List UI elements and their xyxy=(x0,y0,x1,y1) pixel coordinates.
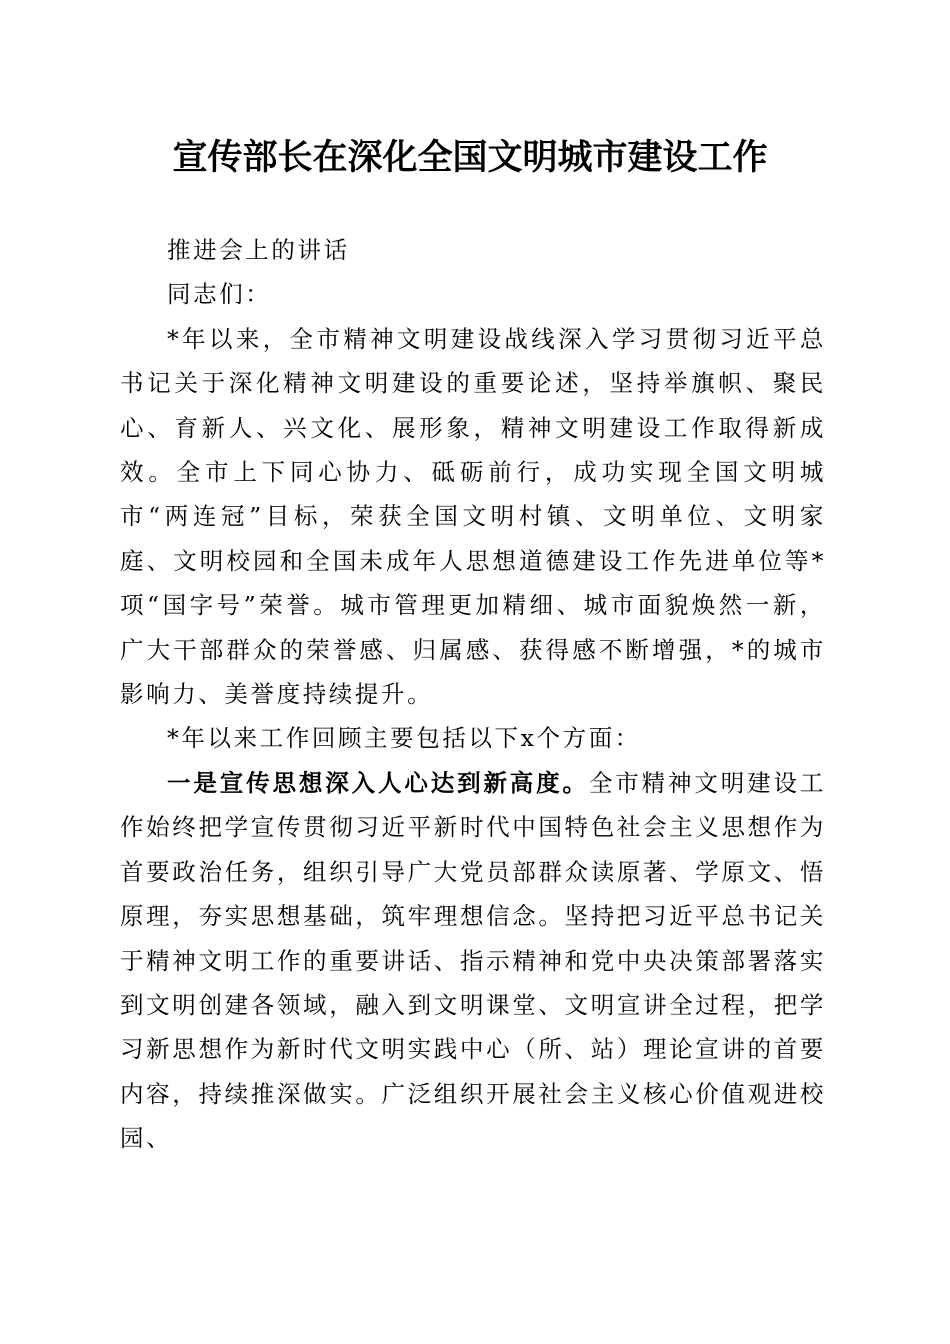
paragraph-first-point-body: 全市精神文明建设工作始终把学宣传贯彻习近平新时代中国特色社会主义思想作为首要政治任务，组织引导广大党员部群众读原著、学原文、悟原理，夯实思想基础，筑牢理想信念。坚持把习近平总书记关于精神文明工作的重要讲话、指示精神和党中央决策部署落实到文明创建各领域，融入到文明课堂、文明宣讲全过程，把学习新思想作为新时代文明实践中心（所、站）理论宣讲的首要内容，持续推深做实。广泛组织开展社会主义核心价值观进校园、 xyxy=(120,768,826,1153)
document-title: 宣传部长在深化全国文明城市建设工作 xyxy=(172,137,768,178)
subtitle-line: 推进会上的讲话 xyxy=(167,236,350,264)
paragraph-intro: *年以来，全市精神文明建设战线深入学习贯彻习近平总书记关于深化精神文明建设的重要论述，坚持举旗帜、聚民心、育新人、兴文化、展形象，精神文明建设工作取得新成效。全市上下同心协力、砥砺前行，成功实现全国文明城市“两连冠”目标，荣获全国文明村镇、文明单位、文明家庭、文明校园和全国未成年人思想道德建设工作先进单位等*项“国字号”荣誉。城市管理更加精细、城市面貌焕然一新，广大干部群众的荣誉感、归属感、获得感不断增强，*的城市影响力、美誉度持续提升。 xyxy=(120,324,826,709)
salutation: 同志们： xyxy=(167,280,272,309)
document-body xyxy=(120,228,826,1161)
paragraph-first-point xyxy=(120,761,826,1161)
paragraph-overview: *年以来工作回顾主要包括以下x个方面： xyxy=(167,724,641,753)
paragraph-lead-phrase: 一是宣传思想深入人心达到新高度。 xyxy=(167,768,589,797)
